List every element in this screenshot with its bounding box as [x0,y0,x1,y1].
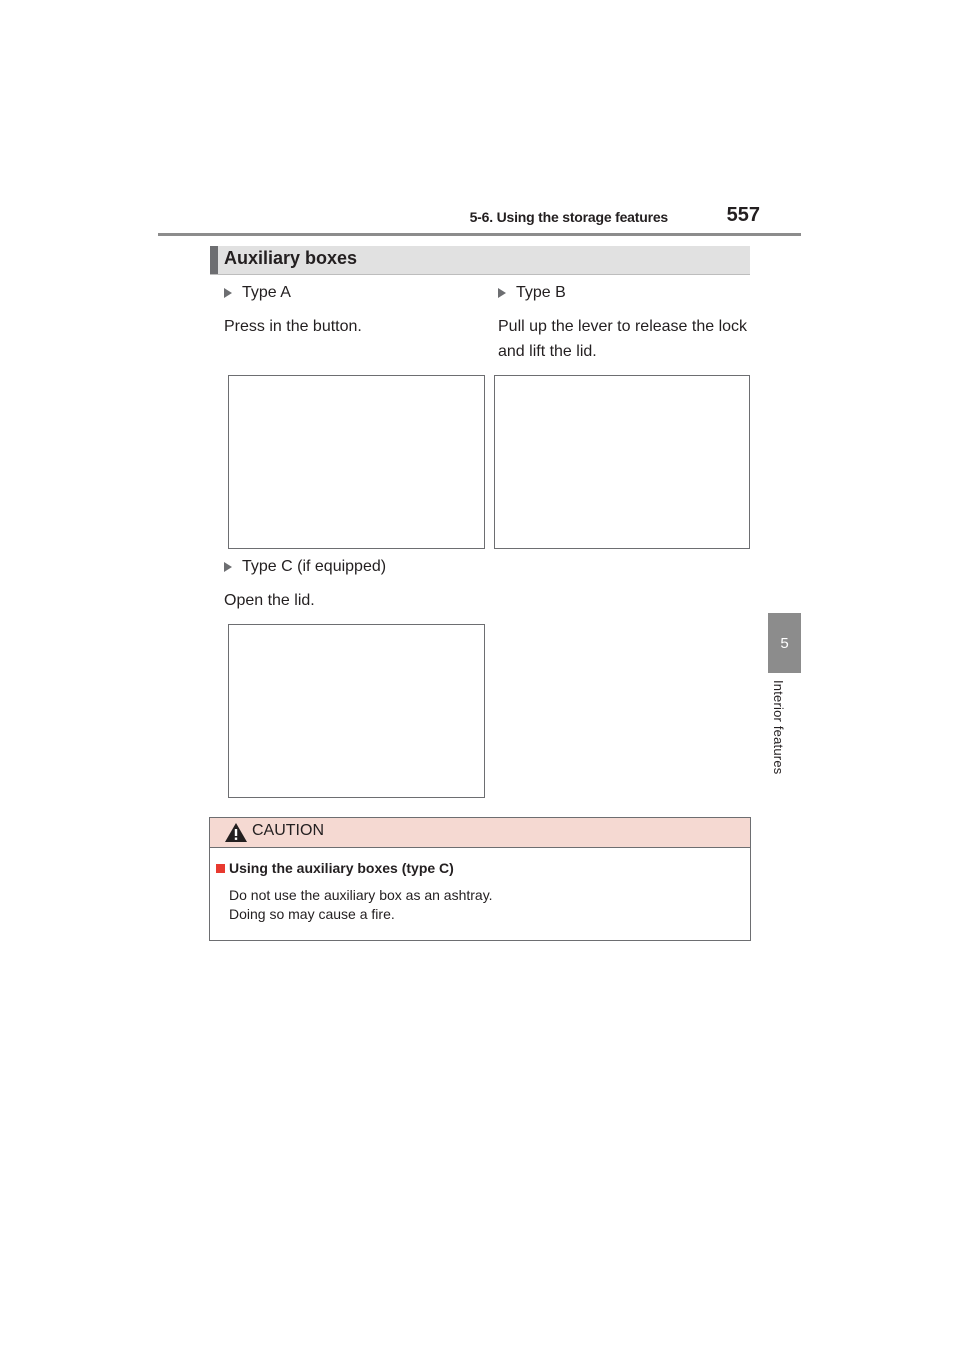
type-a-description: Press in the button. [224,318,362,335]
triangle-bullet-icon [224,562,232,572]
type-a-label: Type A [242,284,291,301]
caution-text [229,886,493,924]
caution-item-title: Using the auxiliary boxes (type C) [229,860,454,876]
chapter-title: Interior features [771,680,786,775]
caution-line2: Doing so may cause a fire. [229,906,395,922]
type-b-description-line1: Pull up the lever to release the lock [498,318,748,335]
type-a-figure [228,375,485,549]
caution-line1: Do not use the auxiliary box as an ashtray. [229,887,493,903]
type-b-description-line2: and lift the lid. [498,343,597,360]
triangle-bullet-icon [224,288,232,298]
caution-title: CAUTION [252,822,324,839]
type-b-description [498,314,747,364]
type-c-label: Type C (if equipped) [242,558,387,575]
square-bullet-icon [216,864,225,873]
type-b-heading [498,284,566,302]
warning-triangle-icon [225,823,247,842]
type-b-figure [494,375,750,549]
running-header-section: 5-6. Using the storage features [469,209,668,225]
triangle-bullet-icon [498,288,506,298]
chapter-number: 5 [780,634,789,652]
type-b-label: Type B [516,284,566,301]
type-c-figure [228,624,485,798]
caution-header [210,818,750,848]
chapter-tab [768,613,801,673]
section-title: Auxiliary boxes [224,248,358,268]
type-c-heading [224,558,386,576]
type-c-description: Open the lid. [224,592,315,609]
type-a-heading [224,284,291,302]
caution-item-heading [216,860,454,876]
section-title-accent [210,246,218,274]
page-number: 557 [726,204,760,226]
header-divider [158,233,801,236]
caution-box [209,817,751,941]
section-title-bar [210,246,750,275]
